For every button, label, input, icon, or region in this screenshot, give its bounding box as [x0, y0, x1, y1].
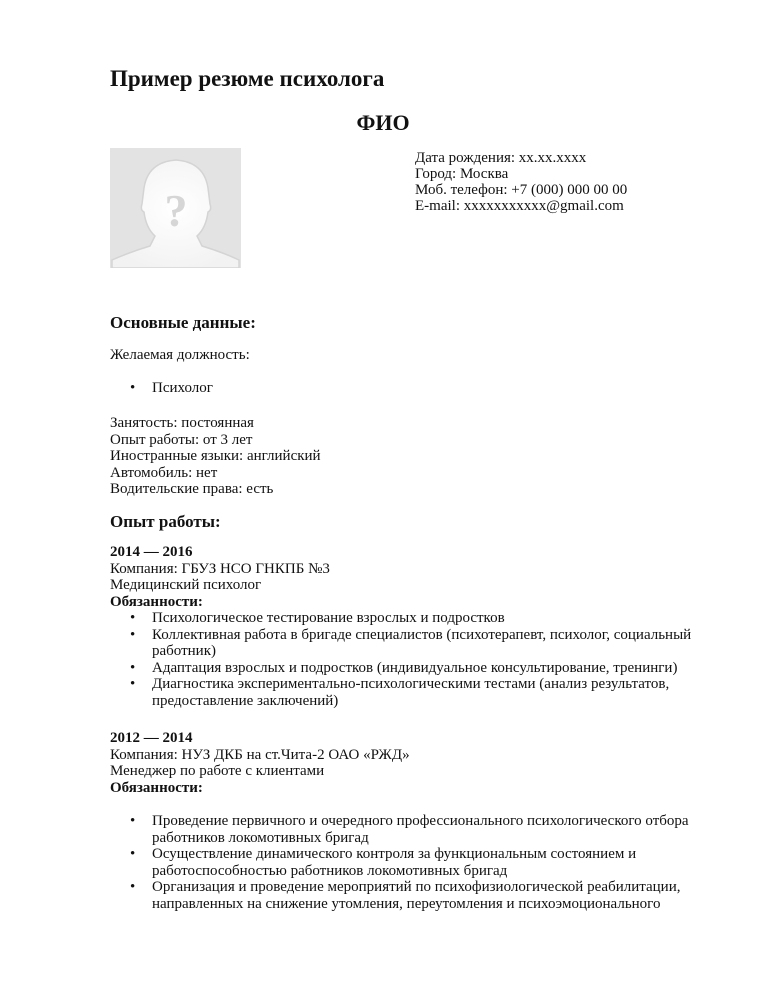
job-period: 2014 — 2016: [110, 544, 193, 560]
contact-info: [415, 150, 627, 214]
experience-heading: Опыт работы:: [110, 512, 221, 531]
email: E-mail: xxxxxxxxxxx@gmail.com: [415, 198, 624, 214]
job-role: Медицинский психолог: [110, 577, 262, 593]
profile-photo: [110, 148, 241, 268]
list-item: • Психологическое тестирование взрослых и подростков: [110, 610, 710, 627]
list-item: • Осуществление динамического контроля за функциональным состоянием и работоспособностью работников локомотивных бригад: [110, 846, 710, 879]
duties-label: Обязанности:: [110, 779, 203, 796]
duties-list: [110, 610, 710, 709]
car: Автомобиль: нет: [110, 464, 218, 481]
avatar-placeholder-question-icon: [110, 148, 241, 268]
position-label: Желаемая должность:: [110, 347, 250, 363]
birth-date: Дата рождения: xx.xx.xxxx: [415, 150, 587, 166]
duties-list: [110, 813, 710, 912]
positions-list: [110, 380, 710, 397]
svg-text:?: ?: [164, 185, 188, 236]
list-item: • Психолог: [110, 380, 710, 397]
list-item: • Коллективная работа в бригаде специалистов (психотерапевт, психолог, социальный работник): [110, 627, 710, 660]
phone: Моб. телефон: +7 (000) 000 00 00: [415, 182, 628, 198]
basic-heading: Основные данные:: [110, 313, 256, 332]
job-company: Компания: ГБУЗ НСО ГНКПБ №3: [110, 560, 330, 577]
job-role: Менеджер по работе с клиентами: [110, 763, 325, 779]
languages: Иностранные языки: английский: [110, 448, 321, 464]
duties-label: Обязанности:: [110, 593, 203, 610]
list-item: • Диагностика экспериментально-психологическими тестами (анализ результатов, предоставление заключений): [110, 676, 710, 709]
experience-years: Опыт работы: от 3 лет: [110, 431, 253, 448]
basic-details: [110, 415, 321, 498]
job-2: [110, 730, 710, 912]
job-period: 2012 — 2014: [110, 730, 193, 746]
license: Водительские права: есть: [110, 481, 274, 497]
list-item: • Проведение первичного и очередного профессионального психологического отбора работников локомотивных бригад: [110, 813, 710, 846]
city: Город: Москва: [415, 166, 509, 182]
document-title: Пример резюме психолога: [110, 66, 385, 91]
candidate-name: ФИО: [356, 110, 410, 135]
job-company: Компания: НУЗ ДКБ на ст.Чита-2 ОАО «РЖД»: [110, 746, 410, 763]
job-1: [110, 544, 710, 709]
employment: Занятость: постоянная: [110, 415, 254, 431]
list-item: • Организация и проведение мероприятий по психофизиологической реабилитации, направленных на снижение утомления, переутомления и психоэмоционального: [110, 879, 710, 912]
list-item: • Адаптация взрослых и подростков (индивидуальное консультирование, тренинги): [110, 660, 710, 677]
